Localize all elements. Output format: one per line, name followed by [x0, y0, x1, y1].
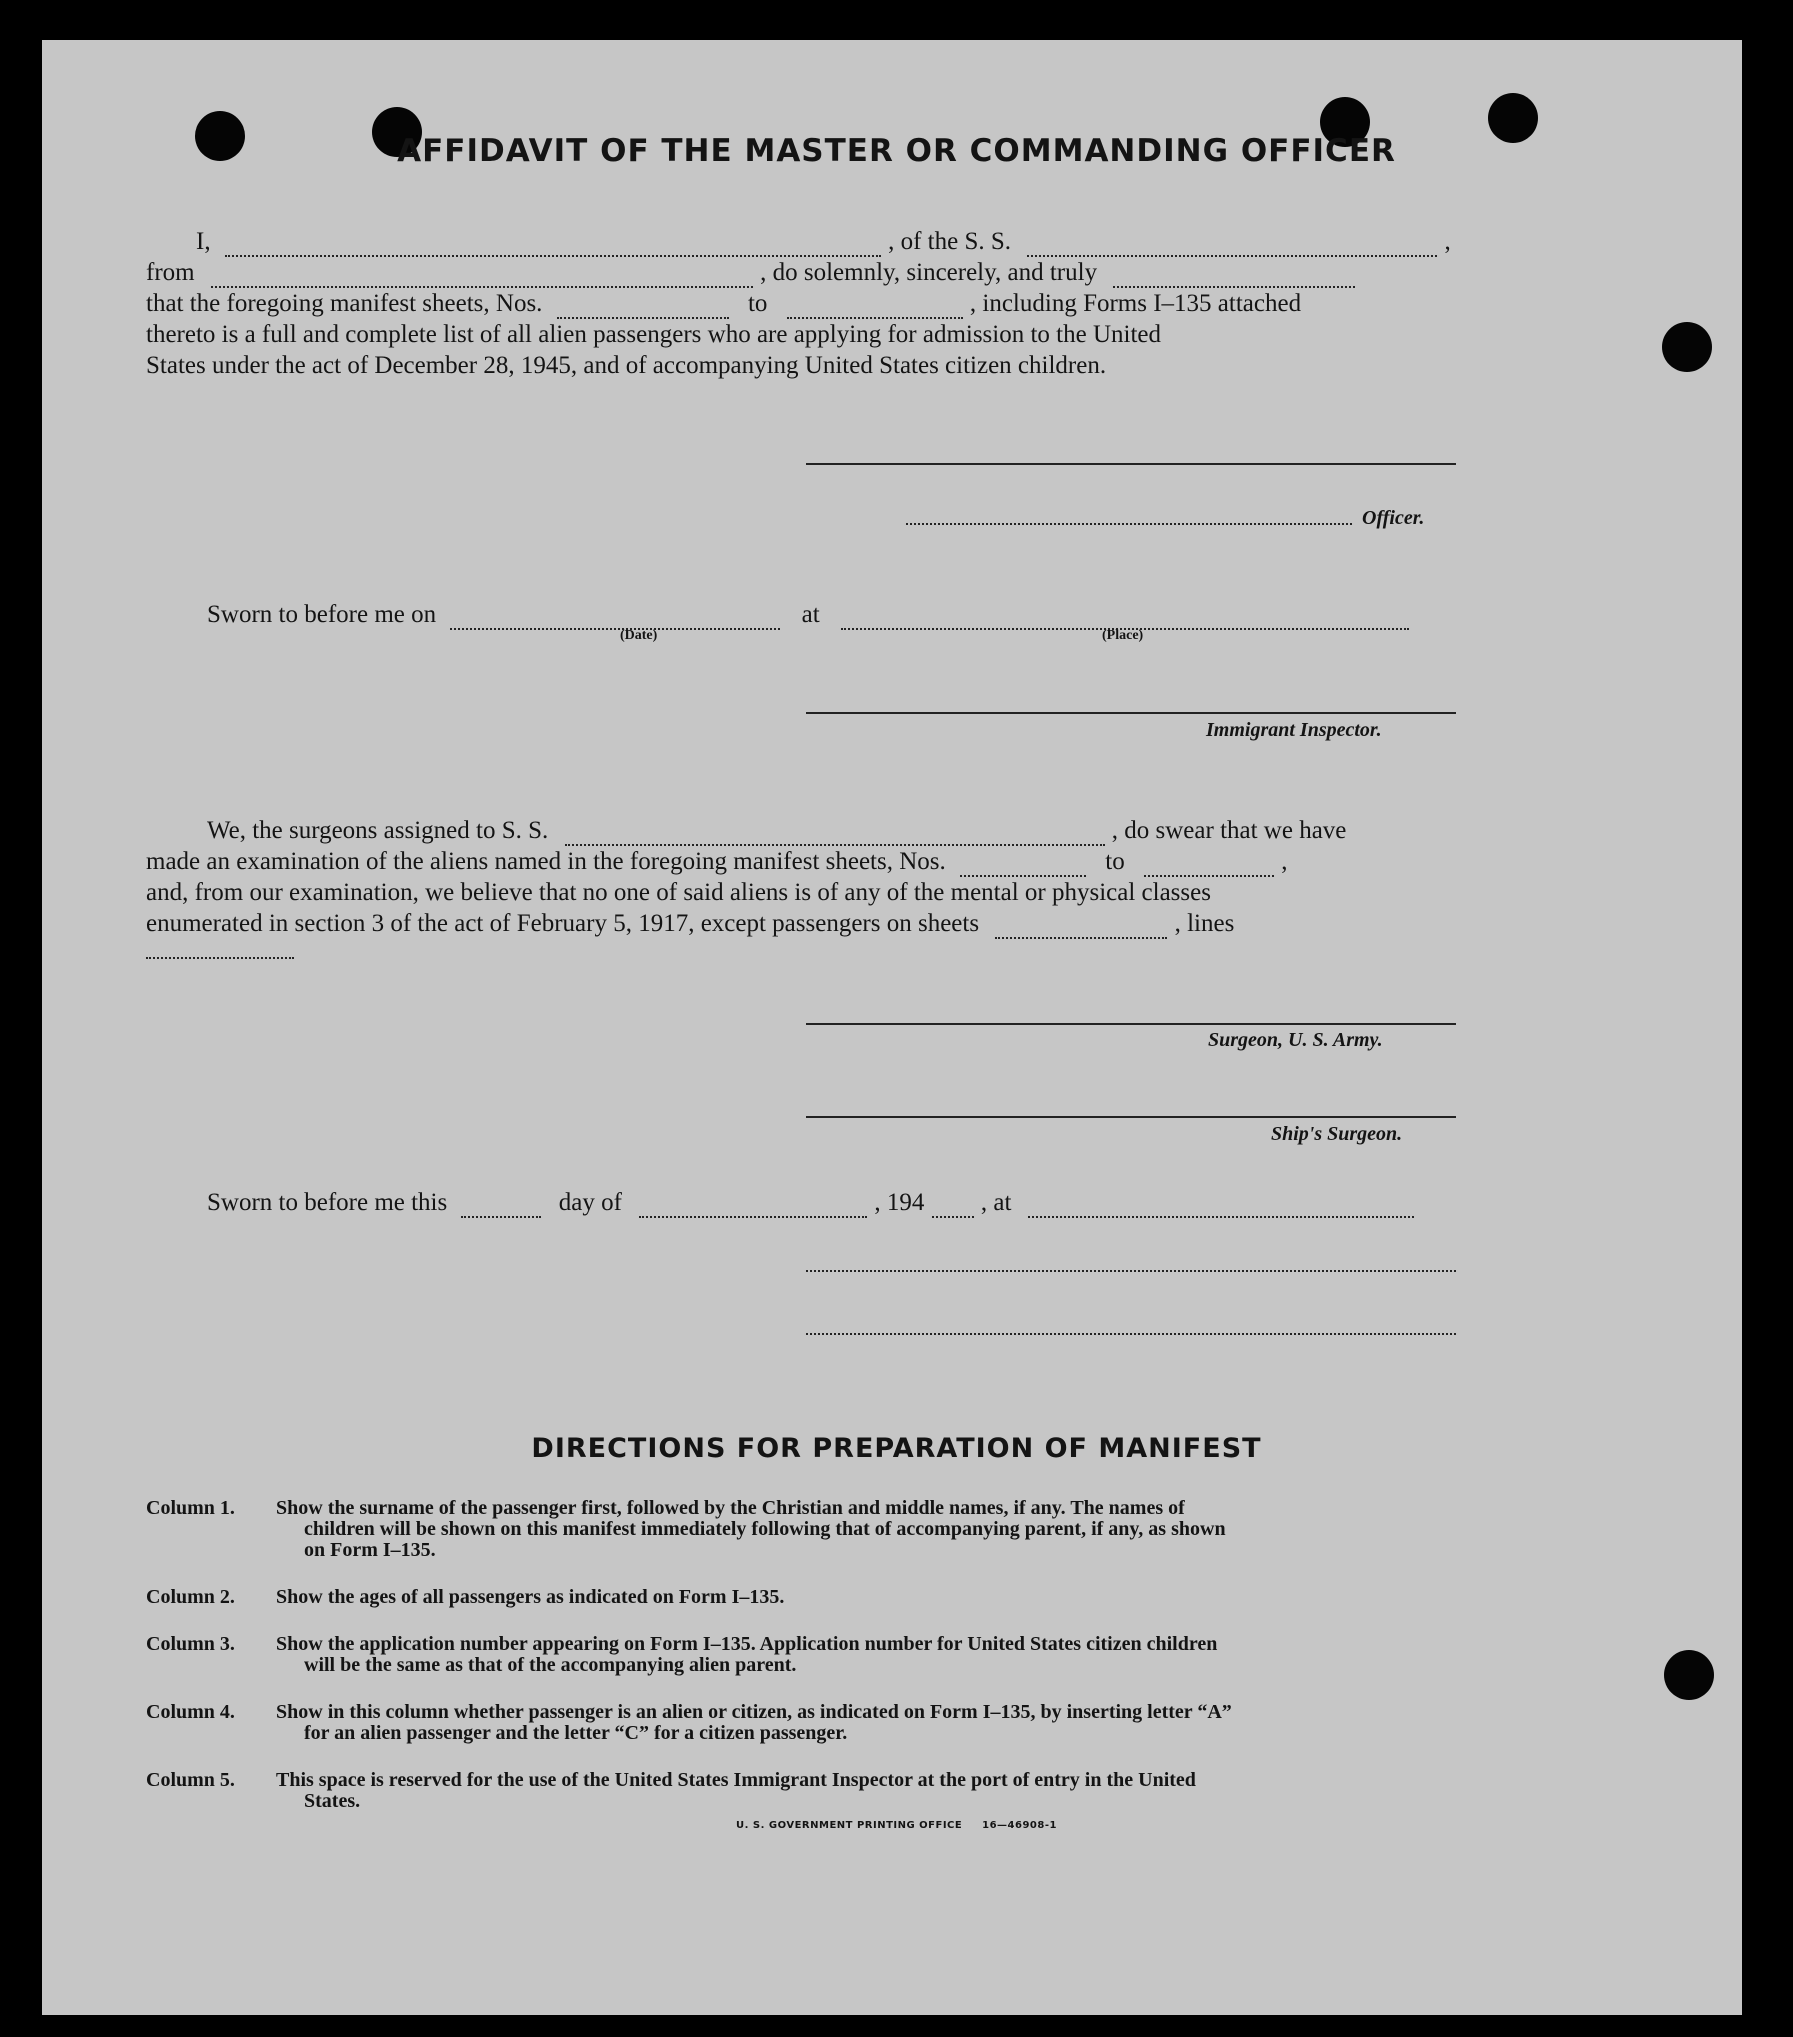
direction-text: States.	[304, 1790, 361, 1812]
master-name-field[interactable]	[225, 233, 881, 257]
affidavit-text: to	[747, 290, 768, 317]
direction-text: on Form I–135.	[304, 1539, 436, 1561]
surgeons-line-4	[146, 908, 1234, 939]
affidavit-text: that the foregoing manifest sheets, Nos.	[146, 290, 543, 317]
army-surgeon-signature-line[interactable]	[806, 1023, 1456, 1025]
affidavit-text: , do solemnly, sincerely, and truly	[760, 259, 1098, 286]
affidavit-line-5: States under the act of December 28, 1945, and of accompanying United States citizen children.	[146, 352, 1107, 379]
sworn-text: Sworn to before me on	[207, 601, 437, 628]
direction-key: Column 2.	[146, 1586, 235, 1608]
affidavit-text: from	[146, 259, 195, 286]
signature-line[interactable]	[806, 1270, 1456, 1272]
direction-text: for an alien passenger and the letter “C” for a citizen passenger.	[304, 1722, 848, 1744]
affidavit-line-3	[146, 288, 1301, 319]
printing-office-footer: U. S. GOVERNMENT PRINTING OFFICE 16—46908-1	[736, 1820, 1057, 1831]
direction-text: Show the surname of the passenger first, followed by the Christian and middle names, if any. The names of	[276, 1497, 1185, 1519]
affirm-field[interactable]	[1113, 264, 1355, 288]
surgeons-text: , do swear that we have	[1111, 817, 1347, 844]
month-field[interactable]	[639, 1194, 867, 1218]
affidavit-line-4: thereto is a full and complete list of all alien passengers who are applying for admission to the United	[146, 321, 1162, 348]
surgeons-line-2	[146, 846, 1287, 877]
surgeons-text: , lines	[1174, 910, 1235, 937]
sworn-place-field[interactable]	[841, 606, 1409, 630]
direction-text: Show the ages of all passengers as indicated on Form I–135.	[276, 1586, 785, 1608]
surgeon-ship-field[interactable]	[565, 822, 1105, 846]
affidavit-title: AFFIDAVIT OF THE MASTER OR COMMANDING OFFICER	[397, 133, 1396, 169]
from-port-field[interactable]	[211, 264, 753, 288]
exam-sheet-to-field[interactable]	[1144, 853, 1274, 877]
surgeons-line-3: and, from our examination, we believe that no one of said aliens is of any of the mental or physical classes	[146, 879, 1211, 906]
sworn2-place-field[interactable]	[1028, 1194, 1414, 1218]
except-lines-field[interactable]	[146, 957, 294, 959]
directions-title: DIRECTIONS FOR PREPARATION OF MANIFEST	[531, 1433, 1262, 1464]
affidavit-text: I,	[196, 228, 211, 255]
army-surgeon-label: Surgeon, U. S. Army.	[1208, 1029, 1383, 1051]
inspector-label: Immigrant Inspector.	[1206, 719, 1382, 741]
sheet-to-field[interactable]	[787, 295, 963, 319]
sheet-from-field[interactable]	[557, 295, 729, 319]
sworn-text: , 194	[874, 1189, 925, 1216]
direction-key: Column 1.	[146, 1497, 235, 1519]
ship-surgeon-label: Ship's Surgeon.	[1271, 1123, 1403, 1145]
exam-sheet-from-field[interactable]	[960, 853, 1086, 877]
direction-item	[146, 1587, 1462, 1608]
direction-text: children will be shown on this manifest immediately following that of accompanying parent, if any, as shown	[304, 1518, 1226, 1540]
affidavit-text: , of the S. S.	[888, 228, 1012, 255]
affidavit-line-1	[146, 226, 1458, 257]
officer-title-line[interactable]	[906, 523, 1352, 525]
surgeons-text: to	[1105, 848, 1125, 875]
sworn-text: day of	[558, 1189, 622, 1216]
inspector-signature-line[interactable]	[806, 712, 1456, 714]
sworn-text: at	[801, 601, 820, 628]
direction-key: Column 4.	[146, 1701, 235, 1723]
sworn-date-field[interactable]	[450, 606, 780, 630]
sworn-text: Sworn to before me this	[207, 1189, 448, 1216]
date-caption: (Date)	[620, 628, 658, 643]
surgeons-line-1	[146, 815, 1346, 846]
direction-text: will be the same as that of the accompanying alien parent.	[304, 1654, 797, 1676]
ship-surgeon-signature-line[interactable]	[806, 1116, 1456, 1118]
surgeons-text: enumerated in section 3 of the act of February 5, 1917, except passengers on sheets	[146, 910, 980, 937]
direction-text: Show in this column whether passenger is an alien or citizen, as indicated on Form I–135, by inserting letter “A”	[276, 1701, 1232, 1723]
direction-item	[146, 1634, 1462, 1676]
sworn-text: , at	[980, 1189, 1012, 1216]
direction-text: Show the application number appearing on Form I–135. Application number for United States citizen children	[276, 1633, 1218, 1655]
affidavit-line-2	[146, 257, 1356, 288]
signature-line[interactable]	[806, 1333, 1456, 1335]
punch-hole	[1664, 1650, 1714, 1700]
except-sheets-field[interactable]	[995, 915, 1167, 939]
punch-hole	[1662, 322, 1712, 372]
direction-key: Column 3.	[146, 1633, 235, 1655]
direction-item	[146, 1498, 1462, 1561]
affidavit-text: ,	[1444, 228, 1451, 255]
surgeons-text: We, the surgeons assigned to S. S.	[207, 817, 549, 844]
direction-item	[146, 1702, 1462, 1744]
surgeons-text: made an examination of the aliens named in the foregoing manifest sheets, Nos.	[146, 848, 946, 875]
officer-label: Officer.	[1362, 507, 1425, 529]
sworn-line-1	[146, 599, 1410, 630]
ship-name-field[interactable]	[1027, 233, 1437, 257]
direction-key: Column 5.	[146, 1769, 235, 1791]
place-caption: (Place)	[1102, 628, 1144, 643]
sworn-line-2	[146, 1187, 1415, 1218]
direction-text: This space is reserved for the use of the United States Immigrant Inspector at the port of entry in the United	[276, 1769, 1196, 1791]
direction-item	[146, 1770, 1462, 1812]
surgeons-text: ,	[1281, 848, 1288, 875]
day-field[interactable]	[461, 1194, 541, 1218]
affidavit-text: , including Forms I–135 attached	[969, 290, 1302, 317]
officer-signature-line[interactable]	[806, 463, 1456, 465]
year-field[interactable]	[932, 1194, 974, 1218]
